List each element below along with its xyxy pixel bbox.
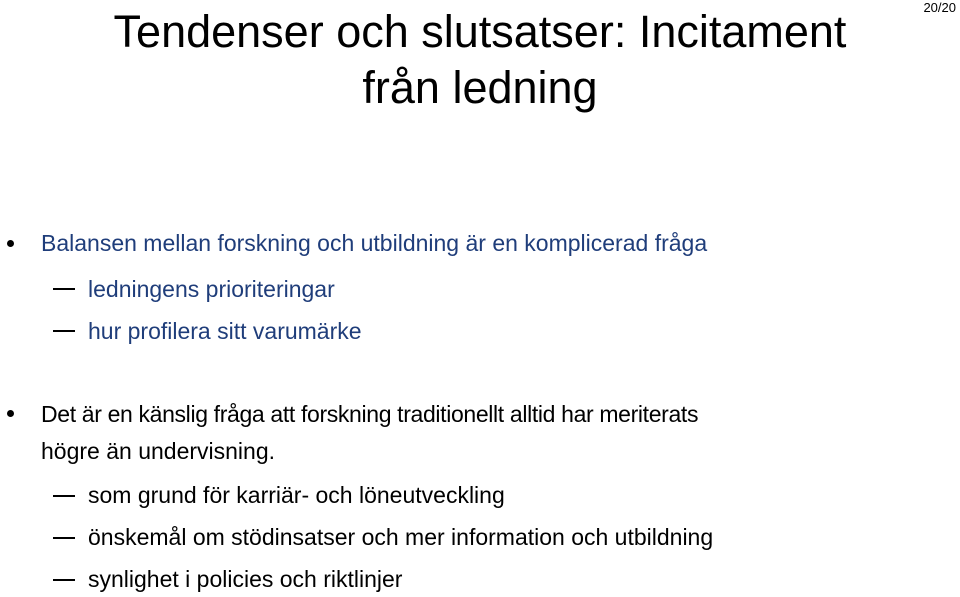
sub-bullet-item [88, 275, 335, 303]
dash-icon [53, 579, 75, 581]
dash-icon [53, 330, 75, 332]
bullet-item [41, 229, 707, 257]
bullet-text-line-1: Det är en känslig fråga att forskning traditionellt alltid har meriterats [41, 401, 699, 427]
dash-icon [53, 537, 75, 539]
sub-bullet-item [88, 481, 505, 509]
bullet-text: Balansen mellan forskning och utbildning är en komplicerad fråga [41, 230, 708, 256]
slide-title-line-2: från ledning [362, 62, 598, 113]
sub-bullet-item [88, 523, 713, 551]
dash-icon [53, 495, 75, 497]
bullet-item [41, 400, 698, 428]
sub-bullet-text: synlighet i policies och riktlinjer [88, 566, 403, 592]
sub-bullet-text: ledningens prioriteringar [88, 276, 335, 302]
sub-bullet-item [88, 565, 402, 593]
bullet-dot-icon [7, 410, 14, 417]
sub-bullet-text: hur profilera sitt varumärke [88, 318, 362, 344]
sub-bullet-text: som grund för karriär- och löneutveckling [88, 482, 505, 508]
dash-icon [53, 288, 75, 290]
bullet-dot-icon [7, 240, 14, 247]
slide-title-line-1: Tendenser och slutsatser: Incitament [113, 6, 847, 57]
page-number: 20/20 [923, 0, 956, 15]
bullet-text-line-2: högre än undervisning. [41, 438, 275, 464]
bullet-item-continuation [41, 437, 275, 465]
sub-bullet-text: önskemål om stödinsatser och mer information och utbildning [88, 524, 714, 550]
sub-bullet-item [88, 317, 362, 345]
